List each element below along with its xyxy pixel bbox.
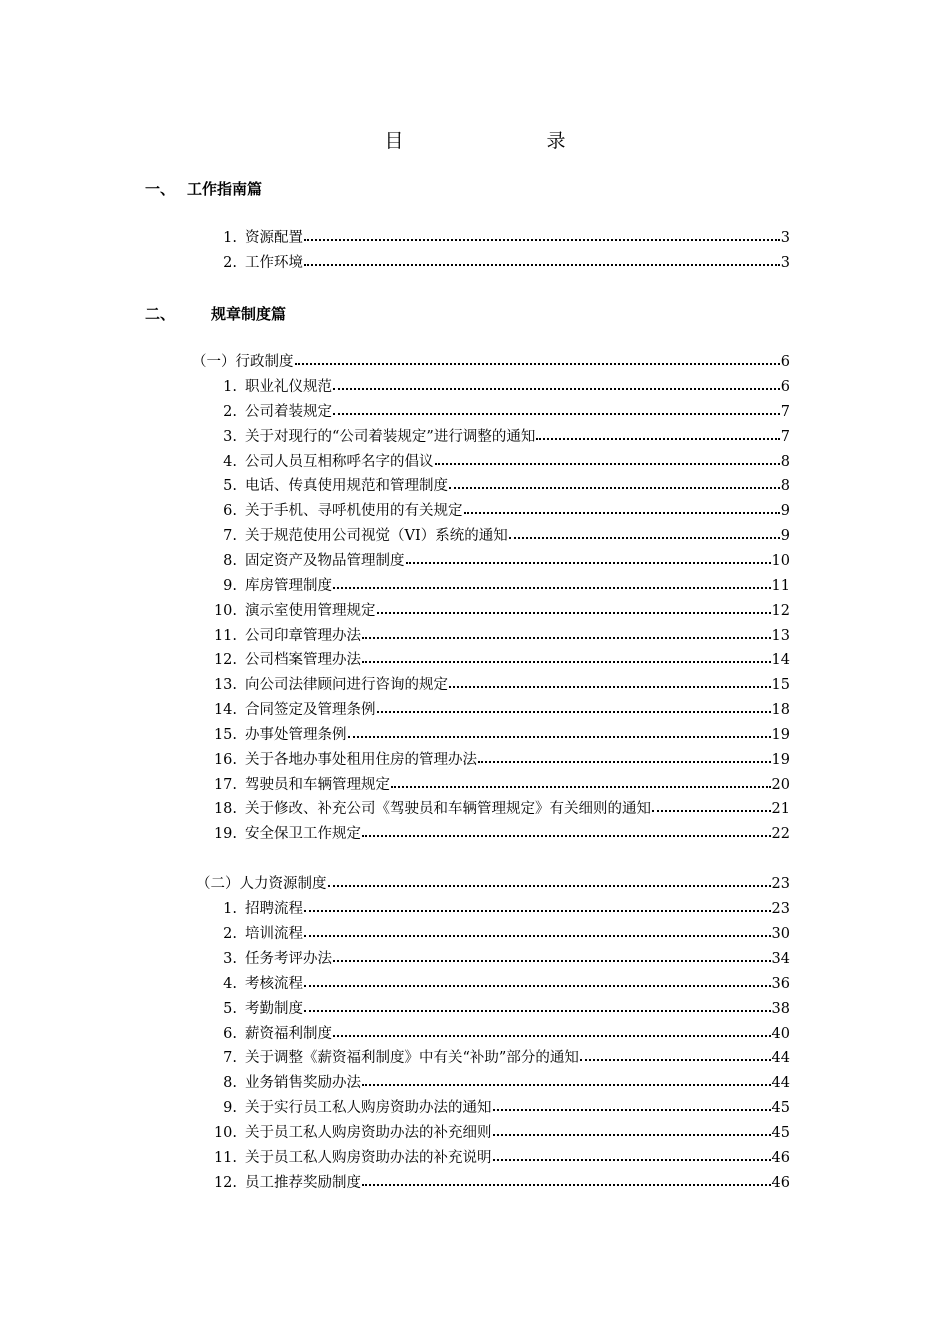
toc-entry[interactable] xyxy=(0,526,790,546)
entry-number: 8. xyxy=(223,552,237,569)
dot-leader xyxy=(333,576,771,589)
section-label: 工作指南篇 xyxy=(187,180,263,198)
page-number: 18 xyxy=(771,702,790,719)
entry-number: 1. xyxy=(223,901,237,917)
entry-title: 电话、传真使用规范和管理制度 xyxy=(245,478,448,495)
section-number: 一、 xyxy=(145,180,176,198)
entry-number: 9. xyxy=(223,577,237,594)
dot-leader xyxy=(304,253,780,266)
dot-leader xyxy=(509,526,780,539)
entry-title: 考勤制度 xyxy=(245,1000,303,1017)
toc-entry[interactable] xyxy=(0,476,790,496)
entry-number: 1. xyxy=(223,230,237,246)
page-number: 12 xyxy=(771,602,790,619)
page-number: 23 xyxy=(771,876,790,892)
dot-leader xyxy=(328,874,771,887)
entry-number: 4. xyxy=(223,453,237,470)
toc-entry[interactable] xyxy=(0,427,790,447)
entry-number: 6. xyxy=(223,1025,237,1042)
page-number: 44 xyxy=(771,1050,790,1067)
dot-leader xyxy=(362,650,771,663)
toc-entry[interactable] xyxy=(0,1148,790,1168)
page-number: 6 xyxy=(780,379,790,395)
entry-number: 14. xyxy=(213,702,237,719)
dot-leader xyxy=(493,1123,771,1136)
entry-number: 4. xyxy=(223,975,237,992)
entry-title: 关于修改、补充公司《驾驶员和车辆管理规定》有关细则的通知 xyxy=(245,801,651,818)
entry-title: 向公司法律顾问进行咨询的规定 xyxy=(245,677,448,694)
toc-entry[interactable] xyxy=(0,874,790,894)
entry-title: 关于员工私人购房资助办法的补充细则 xyxy=(245,1125,492,1142)
toc-entry[interactable] xyxy=(0,551,790,571)
toc-entry[interactable] xyxy=(0,750,790,770)
entry-number: 11. xyxy=(213,627,237,644)
entry-title: 任务考评办法 xyxy=(245,950,332,967)
toc-entry[interactable] xyxy=(0,949,790,969)
entry-number: 2. xyxy=(223,255,237,271)
dot-leader xyxy=(652,799,771,812)
page-number: 8 xyxy=(780,453,790,470)
entry-title: 驾驶员和车辆管理规定 xyxy=(245,776,390,793)
dot-leader xyxy=(333,949,771,962)
dot-leader xyxy=(536,427,779,440)
dot-leader xyxy=(362,824,771,837)
entry-title: 固定资产及物品管理制度 xyxy=(245,552,405,569)
page-number: 9 xyxy=(780,503,790,520)
dot-leader xyxy=(493,1098,771,1111)
page-number: 14 xyxy=(771,652,790,669)
page-number: 45 xyxy=(771,1100,790,1117)
dot-leader xyxy=(435,452,780,465)
entry-title: 业务销售奖励办法 xyxy=(245,1075,361,1092)
toc-entry[interactable] xyxy=(0,1123,790,1143)
entry-number: 11. xyxy=(213,1150,237,1166)
entry-number: 8. xyxy=(223,1075,237,1092)
dot-leader xyxy=(362,626,771,639)
page-number: 44 xyxy=(771,1075,790,1092)
entry-title: 关于实行员工私人购房资助办法的通知 xyxy=(245,1100,492,1117)
page-number: 34 xyxy=(771,950,790,967)
entry-title: 职业礼仪规范 xyxy=(245,379,332,395)
dot-leader xyxy=(580,1048,771,1061)
entry-number: 9. xyxy=(223,1100,237,1117)
toc-entry[interactable] xyxy=(0,576,790,596)
entry-number: 2. xyxy=(223,403,237,420)
dot-leader xyxy=(304,228,780,241)
toc-entry[interactable] xyxy=(0,824,790,844)
toc-entry[interactable] xyxy=(0,775,790,795)
entry-title: 资源配置 xyxy=(245,230,303,246)
toc-entry[interactable] xyxy=(0,700,790,720)
entry-number: 3. xyxy=(223,428,237,445)
toc-entry[interactable] xyxy=(0,974,790,994)
entry-title: 公司着装规定 xyxy=(245,403,332,420)
page-number: 38 xyxy=(771,1000,790,1017)
page-number: 46 xyxy=(771,1174,790,1191)
entry-title: 公司档案管理办法 xyxy=(245,652,361,669)
entry-number: 5. xyxy=(223,1000,237,1017)
entry-number: 12. xyxy=(213,1174,237,1191)
section-number: 二、 xyxy=(145,305,176,323)
entry-title: 公司人员互相称呼名字的倡议 xyxy=(245,453,434,470)
page-number: 21 xyxy=(771,801,790,818)
toc-entry[interactable] xyxy=(0,452,790,472)
section-label: 规章制度篇 xyxy=(211,305,287,323)
entry-title: 合同签定及管理条例 xyxy=(245,702,376,719)
dot-leader xyxy=(295,352,780,365)
page-number: 6 xyxy=(780,354,790,370)
entry-number: 2. xyxy=(223,925,237,942)
dot-leader xyxy=(362,1173,771,1186)
dot-leader xyxy=(304,974,771,987)
entry-title: 公司印章管理办法 xyxy=(245,627,361,644)
entry-title: （一）行政制度 xyxy=(192,354,294,370)
section-heading-guide xyxy=(145,178,262,199)
toc-entry[interactable] xyxy=(0,799,790,819)
toc-entry[interactable] xyxy=(0,1173,790,1193)
page-number: 45 xyxy=(771,1125,790,1142)
dot-leader xyxy=(377,700,771,713)
entry-title: 薪资福利制度 xyxy=(245,1025,332,1042)
entry-number: 19. xyxy=(213,826,237,843)
toc-entry[interactable] xyxy=(0,725,790,745)
entry-title: 关于规范使用公司视觉（VI）系统的通知 xyxy=(245,528,508,545)
dot-leader xyxy=(391,775,771,788)
entry-number: 6. xyxy=(223,503,237,520)
entry-title: 培训流程 xyxy=(245,925,303,942)
toc-entry[interactable] xyxy=(0,999,790,1019)
page-number: 23 xyxy=(771,901,790,917)
page-number: 46 xyxy=(771,1150,790,1166)
page-number: 22 xyxy=(771,826,790,843)
dot-leader xyxy=(333,1024,771,1037)
entry-title: 考核流程 xyxy=(245,975,303,992)
dot-leader xyxy=(449,476,780,489)
page-number: 30 xyxy=(771,925,790,942)
toc-entry[interactable] xyxy=(0,1073,790,1093)
toc-entry[interactable] xyxy=(0,228,790,248)
entry-number: 10. xyxy=(213,1125,237,1142)
entry-title: 关于员工私人购房资助办法的补充说明 xyxy=(245,1150,492,1166)
toc-entry[interactable] xyxy=(0,352,790,372)
dot-leader xyxy=(449,675,771,688)
page-number: 13 xyxy=(771,627,790,644)
toc-entry[interactable] xyxy=(0,626,790,646)
toc-entry[interactable] xyxy=(0,924,790,944)
page-number: 19 xyxy=(771,751,790,768)
entry-title: 办事处管理条例 xyxy=(245,726,347,743)
toc-entry[interactable] xyxy=(0,1048,790,1068)
toc-entry[interactable] xyxy=(0,650,790,670)
entry-number: 10. xyxy=(213,602,237,619)
page-number: 9 xyxy=(780,528,790,545)
entry-number: 12. xyxy=(213,652,237,669)
toc-entry[interactable] xyxy=(0,377,790,397)
entry-number: 18. xyxy=(213,801,237,818)
dot-leader xyxy=(304,999,771,1012)
page-number: 20 xyxy=(771,776,790,793)
entry-title: 招聘流程 xyxy=(245,901,303,917)
entry-title: 关于手机、寻呼机使用的有关规定 xyxy=(245,503,463,520)
page-number: 7 xyxy=(780,428,790,445)
entry-number: 5. xyxy=(223,478,237,495)
entry-number: 15. xyxy=(213,726,237,743)
page-number: 3 xyxy=(780,230,790,246)
entry-number: 13. xyxy=(213,677,237,694)
dot-leader xyxy=(362,1073,771,1086)
toc-entry[interactable] xyxy=(0,1098,790,1118)
dot-leader xyxy=(333,377,780,390)
page-number: 10 xyxy=(771,552,790,569)
page-number: 11 xyxy=(771,577,790,594)
page-number: 40 xyxy=(771,1025,790,1042)
page-number: 8 xyxy=(780,478,790,495)
section-heading-rules xyxy=(145,303,286,324)
dot-leader xyxy=(464,501,780,514)
dot-leader xyxy=(333,402,780,415)
entry-title: 关于对现行的“公司着装规定”进行调整的通知 xyxy=(245,428,536,445)
entry-title: 关于调整《薪资福利制度》中有关“补助”部分的通知 xyxy=(245,1050,579,1067)
entry-title: 员工推荐奖励制度 xyxy=(245,1174,361,1191)
entry-number: 17. xyxy=(213,776,237,793)
entry-title: （二）人力资源制度 xyxy=(196,876,327,892)
dot-leader xyxy=(304,924,771,937)
page-number: 3 xyxy=(780,255,790,271)
toc-title: 目 录 xyxy=(384,130,628,152)
entry-number: 16. xyxy=(213,751,237,768)
page-number: 15 xyxy=(771,677,790,694)
dot-leader xyxy=(348,725,771,738)
toc-entry[interactable] xyxy=(0,1024,790,1044)
entry-title: 演示室使用管理规定 xyxy=(245,602,376,619)
toc-entry[interactable] xyxy=(0,675,790,695)
toc-entry[interactable] xyxy=(0,253,790,273)
toc-entry[interactable] xyxy=(0,899,790,919)
entry-title: 工作环境 xyxy=(245,255,303,271)
entry-number: 7. xyxy=(223,528,237,545)
toc-entry[interactable] xyxy=(0,501,790,521)
dot-leader xyxy=(493,1148,771,1161)
toc-entry[interactable] xyxy=(0,601,790,621)
dot-leader xyxy=(304,899,771,912)
page-number: 19 xyxy=(771,726,790,743)
page-number: 7 xyxy=(780,403,790,420)
dot-leader xyxy=(406,551,771,564)
entry-number: 3. xyxy=(223,950,237,967)
toc-entry[interactable] xyxy=(0,402,790,422)
entry-number: 7. xyxy=(223,1050,237,1067)
entry-number: 1. xyxy=(223,379,237,395)
entry-title: 库房管理制度 xyxy=(245,577,332,594)
dot-leader xyxy=(478,750,771,763)
entry-title: 安全保卫工作规定 xyxy=(245,826,361,843)
dot-leader xyxy=(377,601,771,614)
page-number: 36 xyxy=(771,975,790,992)
entry-title: 关于各地办事处租用住房的管理办法 xyxy=(245,751,477,768)
